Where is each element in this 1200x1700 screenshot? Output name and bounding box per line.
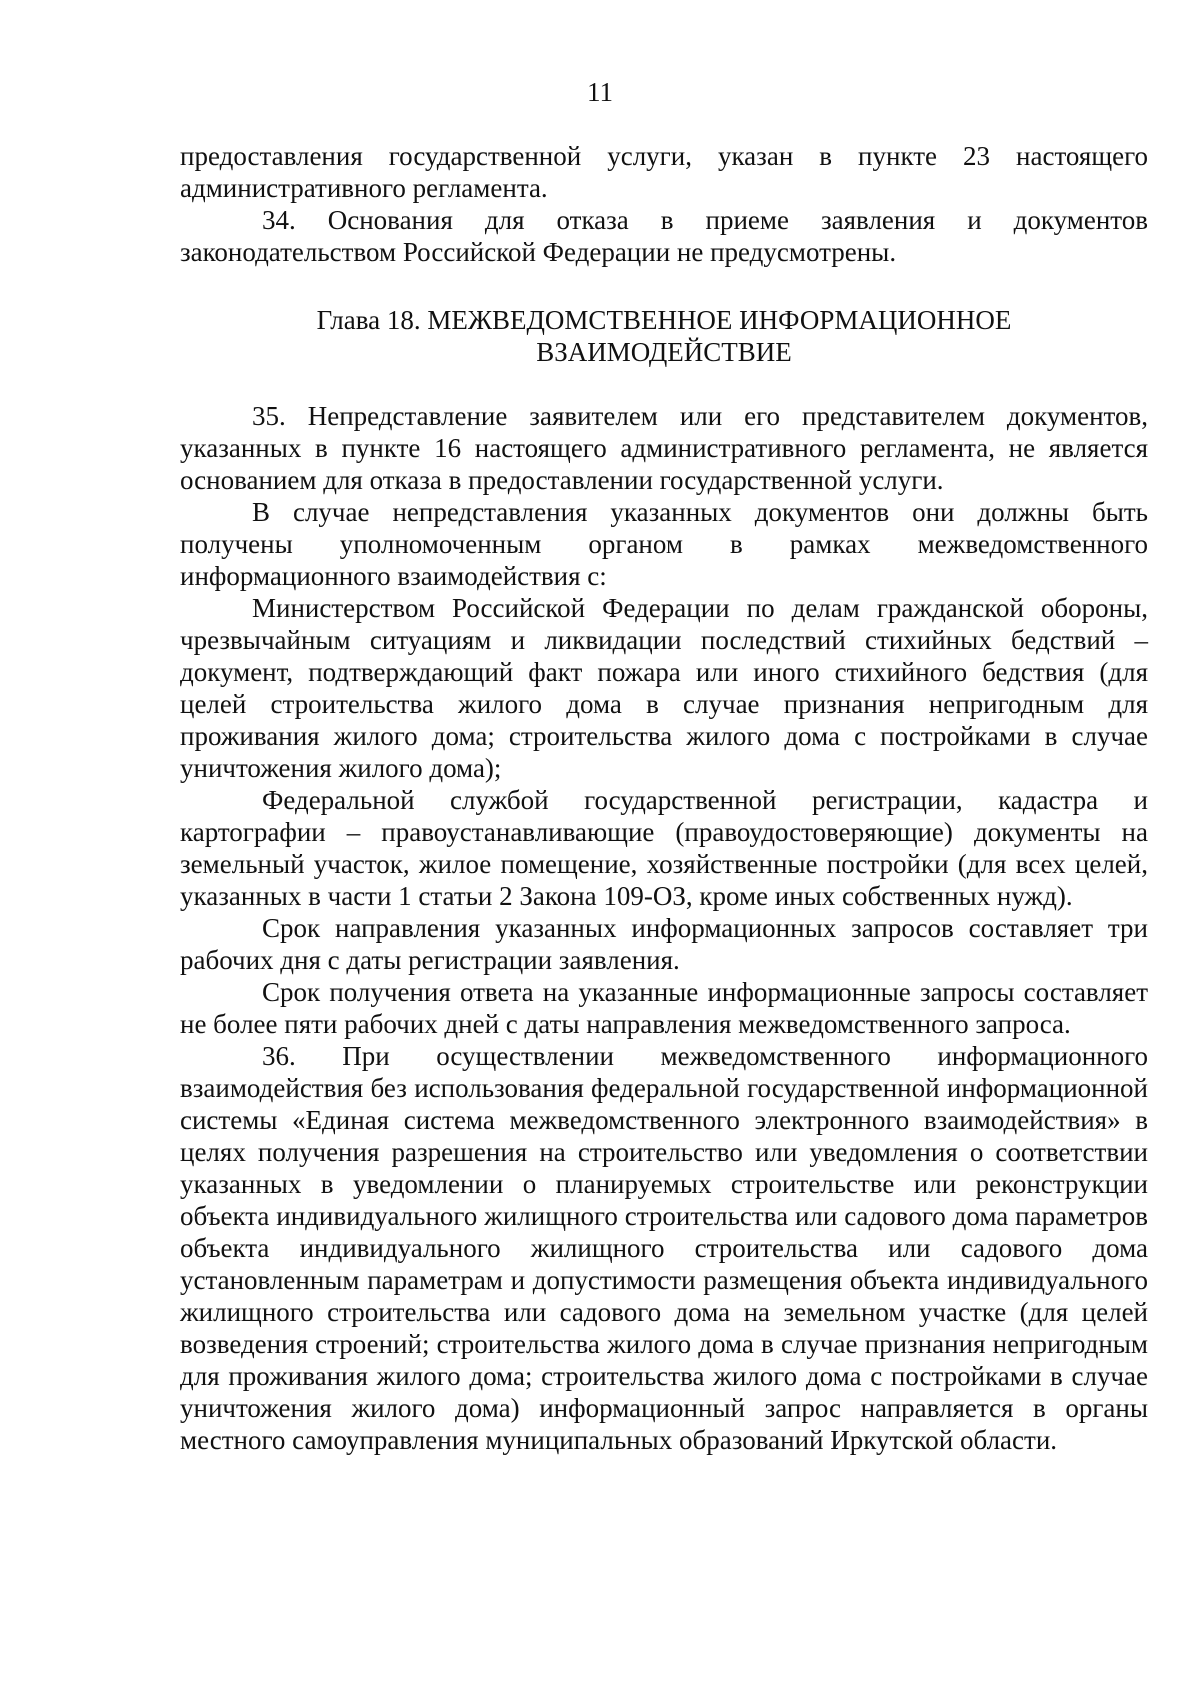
paragraph-35-case: В случае непредставления указанных документов они должны быть получены уполномоченным органом в рамках межведомственного информационного взаимодействия с: (180, 497, 1148, 591)
paragraph-34: 34. Основания для отказа в приеме заявления и документов законодательством Российской Федерации не предусмотрены. (180, 205, 1148, 267)
paragraph-35-response-term: Срок получения ответа на указанные информационные запросы составляет не более пяти рабочих дней с даты направления межведомственного запроса. (180, 977, 1148, 1039)
paragraph-36: 36. При осуществлении межведомственного информационного взаимодействия без использования федеральной государственной информационной системы «Единая система межведомственного электронного взаимодействия» в целях получения разрешения на строительство или уведомления о соответствии указанных в уведомлении о планируемых строительстве или реконструкции объекта индивидуального жилищного строительства или садового дома параметров объекта индивидуального жилищного строительства или садового дома установленным параметрам и допустимости размещения объекта индивидуального жилищного строительства или садового дома на земельном участке (для целей возведения строений; строительства жилого дома в случае признания непригодным для проживания жилого дома; строительства жилого дома с постройками в случае уничтожения жилого дома) информационный запрос направляется в органы местного самоуправления муниципальных образований Иркутской области. (180, 1041, 1148, 1455)
chapter-heading (180, 304, 1148, 368)
document-body (180, 140, 1148, 1456)
paragraph-35-rosreestr: Федеральной службой государственной регистрации, кадастра и картографии – правоустанавливающие (правоудостоверяющие) документы на земельный участок, жилое помещение, хозяйственные постройки (для всех целей, указанных в части 1 статьи 2 Закона 109-ОЗ, кроме иных собственных нужд). (180, 785, 1148, 911)
paragraph-35: 35. Непредставление заявителем или его представителем документов, указанных в пункте 16 настоящего административного регламента, не является основанием для отказа в предоставлении государственной услуги. (180, 401, 1148, 495)
chapter-heading-line-1: Глава 18. МЕЖВЕДОМСТВЕННОЕ ИНФОРМАЦИОННОЕ (316, 305, 1012, 335)
paragraph-35-request-term: Срок направления указанных информационных запросов составляет три рабочих дня с даты регистрации заявления. (180, 913, 1148, 975)
chapter-heading-line-2: ВЗАИМОДЕЙСТВИЕ (536, 337, 792, 367)
paragraph-continuation: предоставления государственной услуги, указан в пункте 23 настоящего административного регламента. (180, 141, 1148, 203)
paragraph-35-mchs: Министерством Российской Федерации по делам гражданской обороны, чрезвычайным ситуациям и ликвидации последствий стихийных бедствий – документ, подтверждающий факт пожара или иного стихийного бедствия (для целей строительства жилого дома в случае признания непригодным для проживания жилого дома; строительства жилого дома с постройками в случае уничтожения жилого дома); (180, 593, 1148, 783)
page-number: 11 (587, 77, 613, 107)
